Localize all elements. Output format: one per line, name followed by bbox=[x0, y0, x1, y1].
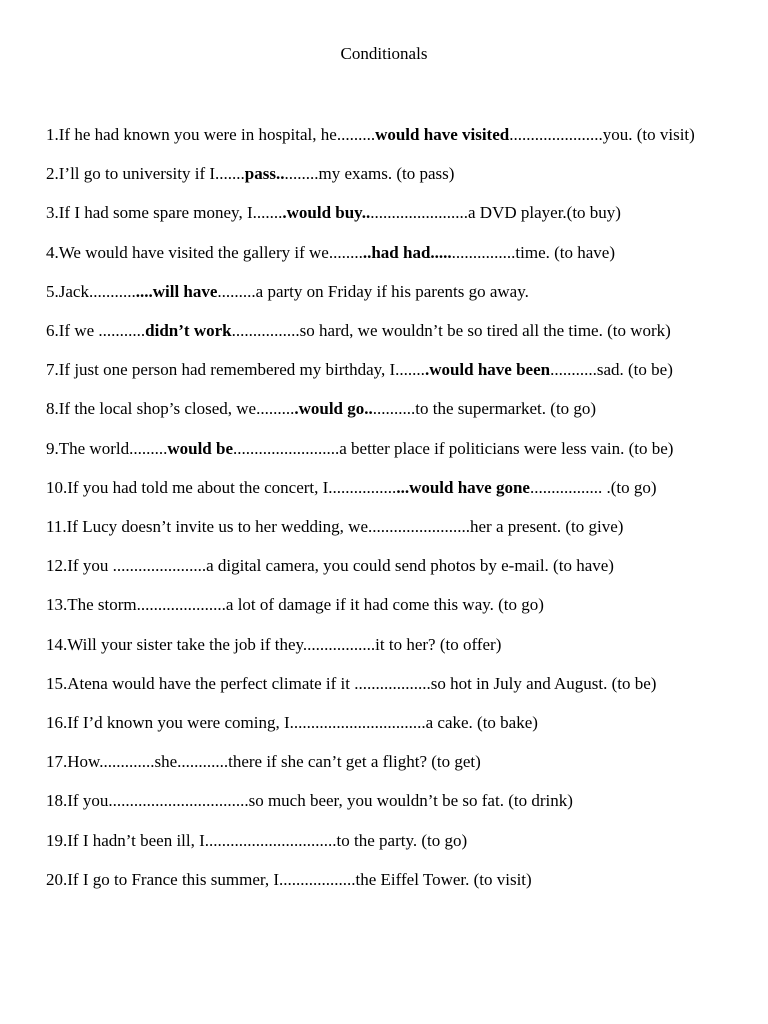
sentence-text: 19.If I hadn’t been ill, I...............................to the party. (to go) bbox=[46, 830, 468, 850]
exercise-item bbox=[46, 154, 726, 193]
exercise-item bbox=[46, 742, 726, 781]
sentence-end: .........a party on Friday if his parents go away. bbox=[217, 281, 529, 301]
sentence-end: ........my exams. (to pass) bbox=[284, 164, 455, 184]
exercise-item bbox=[46, 115, 726, 154]
sentence-start: 1.If he had known you were in hospital, he......... bbox=[46, 125, 376, 144]
exercise-item bbox=[46, 389, 726, 428]
exercise-item bbox=[46, 233, 726, 272]
answer-text: didn’t work bbox=[145, 321, 232, 341]
sentence-text: 14.Will your sister take the job if they.................it to her? (to offer) bbox=[46, 634, 502, 654]
answer-text: ..had had..... bbox=[362, 242, 452, 262]
sentence-text: 15.Atena would have the perfect climate if it ..................so hot in July and August. (to be) bbox=[46, 673, 657, 693]
exercise-item bbox=[46, 781, 726, 820]
exercise-item bbox=[46, 507, 726, 546]
page-title: Conditionals bbox=[340, 44, 428, 63]
sentence-text: 12.If you ......................a digital camera, you could send photos by e-mail. (to have) bbox=[46, 556, 614, 576]
exercise-item bbox=[46, 821, 726, 860]
sentence-start: 6.If we ........... bbox=[46, 321, 146, 341]
sentence-start: 4.We would have visited the gallery if we........ bbox=[46, 242, 363, 262]
exercise-item bbox=[46, 546, 726, 585]
sentence-start: 2.I’ll go to university if I....... bbox=[46, 164, 245, 184]
sentence-text: 20.If I go to France this summer, I..................the Eiffel Tower. (to visit) bbox=[46, 869, 532, 889]
sentence-text: 11.If Lucy doesn’t invite us to her wedding, we........................her a present. (to give) bbox=[46, 517, 624, 537]
exercise-item bbox=[46, 703, 726, 742]
sentence-text: 17.How.............she............there if she can’t get a flight? (to get) bbox=[46, 752, 481, 772]
exercise-item bbox=[46, 429, 726, 468]
sentence-end: ..........to the supermarket. (to go) bbox=[372, 399, 597, 419]
exercise-item bbox=[46, 468, 726, 507]
sentence-end: .........................a better place if politicians were less vain. (to be) bbox=[233, 438, 674, 458]
answer-text: .would go.. bbox=[294, 399, 373, 419]
sentence-end: ......................you. (to visit) bbox=[509, 125, 695, 144]
exercise-item bbox=[46, 585, 726, 624]
exercise-list bbox=[46, 115, 726, 899]
sentence-start: 5.Jack........... bbox=[46, 281, 136, 301]
sentence-end: ................so hard, we wouldn’t be so tired all the time. (to work) bbox=[231, 321, 671, 341]
exercise-item bbox=[46, 350, 726, 389]
sentence-start: 9.The world......... bbox=[46, 438, 168, 458]
sentence-text: 13.The storm.....................a lot of damage if it had come this way. (to go) bbox=[46, 595, 544, 615]
answer-text: ...would have gone bbox=[396, 477, 530, 497]
sentence-end: ...........sad. (to be) bbox=[550, 360, 673, 380]
answer-text: pass.. bbox=[244, 164, 285, 184]
exercise-item bbox=[46, 272, 726, 311]
answer-text: .would have been bbox=[424, 360, 551, 380]
sentence-text: 16.If I’d known you were coming, I................................a cake. (to bake) bbox=[46, 713, 538, 733]
sentence-text: 18.If you.................................so much beer, you wouldn’t be so fat. (to drink) bbox=[46, 791, 573, 811]
sentence-start: 3.If I had some spare money, I....... bbox=[46, 203, 283, 223]
sentence-end: ................. .(to go) bbox=[529, 477, 657, 497]
answer-text: .would buy.. bbox=[282, 203, 371, 223]
sentence-end: ...............time. (to have) bbox=[451, 242, 616, 262]
exercise-item bbox=[46, 664, 726, 703]
answer-text: ....will have bbox=[135, 281, 218, 301]
exercise-item bbox=[46, 311, 726, 350]
sentence-start: 7.If just one person had remembered my birthday, I....... bbox=[46, 360, 425, 380]
sentence-start: 10.If you had told me about the concert, I................ bbox=[46, 477, 397, 497]
exercise-item bbox=[46, 193, 726, 232]
answer-text: would have visited bbox=[375, 125, 510, 144]
exercise-item bbox=[46, 860, 726, 899]
sentence-start: 8.If the local shop’s closed, we......... bbox=[46, 399, 295, 419]
exercise-item bbox=[46, 625, 726, 664]
answer-text: would be bbox=[167, 438, 234, 458]
sentence-end: .......................a DVD player.(to buy) bbox=[370, 203, 621, 223]
